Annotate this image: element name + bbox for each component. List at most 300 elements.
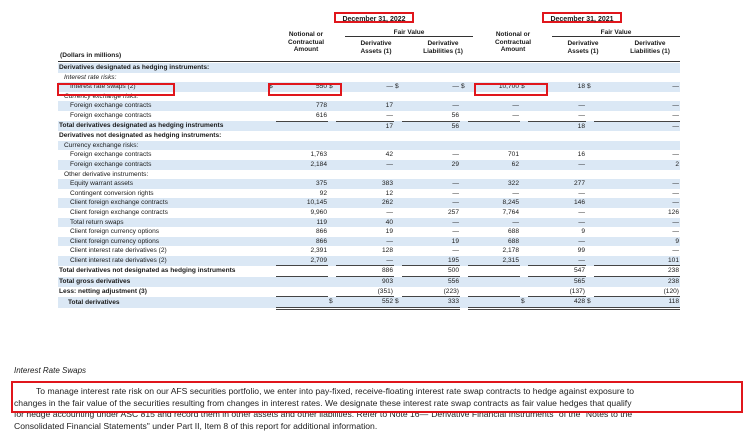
row-label: Equity warrant assets: [58, 179, 268, 189]
cell-assets-2022: 903: [336, 277, 394, 287]
cell-assets-2021: 428: [528, 297, 586, 309]
row-label: Client foreign currency options: [70, 228, 160, 236]
cell-notional-2022: 10,145: [276, 198, 328, 208]
liabilities-header-2022-line: Derivative: [427, 40, 459, 47]
cell-liabilities-2022: 29: [402, 160, 460, 170]
currency-symbol: [394, 256, 402, 266]
currency-symbol: [394, 277, 402, 287]
table-row: [58, 287, 680, 297]
liabilities-header-2022-line: Liabilities (1): [423, 47, 463, 55]
currency-symbol: [328, 208, 336, 218]
cell-liabilities-2021: 2: [594, 160, 680, 170]
cell-assets-2021: —: [578, 111, 585, 119]
row-label: Client interest rate derivatives (2): [70, 247, 167, 255]
currency-symbol: [520, 141, 528, 151]
cell-assets-2021: —: [528, 256, 586, 266]
currency-symbol: [586, 237, 594, 247]
cell-notional-2021: [468, 266, 520, 277]
currency-symbol: [520, 92, 528, 102]
cell-assets-2022: —: [336, 82, 394, 92]
cell-assets-2022: 17: [336, 101, 394, 111]
row-label: Less: netting adjustment (3): [59, 287, 147, 295]
date-header-2022: December 31, 2022: [334, 12, 414, 23]
cell-notional-2022: 2,391: [310, 247, 327, 255]
cell-liabilities-2022: 195: [402, 256, 460, 266]
currency-symbol: [460, 101, 468, 111]
currency-symbol: [586, 150, 594, 160]
currency-symbol: [394, 208, 402, 218]
cell-assets-2021: 565: [528, 277, 586, 287]
currency-symbol: [268, 179, 276, 189]
paragraph-line: for hedge accounting under ASC 815 and record them in other assets and other liabilities. Refer to Note 16—"Derivative Financial Instruments" of the "Notes to the: [14, 409, 633, 419]
currency-symbol: [394, 111, 402, 121]
cell-assets-2021: —: [578, 189, 585, 197]
currency-symbol: $: [394, 297, 402, 309]
currency-symbol: [268, 287, 276, 297]
cell-liabilities-2021: 101: [594, 256, 680, 266]
currency-symbol: [268, 297, 276, 309]
row-label: Client foreign exchange contracts: [58, 198, 268, 208]
currency-symbol: [586, 121, 594, 131]
cell-notional-2022: 119: [276, 218, 328, 228]
currency-symbol: [460, 237, 468, 247]
cell-notional-2021: 10,700: [468, 82, 520, 92]
currency-symbol: [268, 92, 276, 102]
currency-symbol: [328, 170, 336, 180]
currency-symbol: $: [268, 82, 276, 92]
cell-assets-2021: 99: [577, 247, 585, 255]
cell-liabilities-2022: [402, 63, 460, 73]
currency-symbol: [586, 266, 594, 277]
cell-notional-2022: [276, 141, 328, 151]
cell-liabilities-2021: [594, 63, 680, 73]
currency-symbol: [328, 218, 336, 228]
table-row: [58, 150, 680, 160]
cell-notional-2022: [276, 297, 328, 309]
cell-liabilities-2021: [594, 131, 680, 141]
currency-symbol: [268, 121, 276, 131]
row-label: Client foreign exchange contracts: [70, 208, 168, 216]
currency-symbol: [586, 208, 594, 218]
cell-liabilities-2021: —: [672, 151, 679, 159]
row-label: Foreign exchange contracts: [70, 151, 152, 159]
currency-symbol: $: [460, 82, 468, 92]
table-row: [58, 218, 680, 228]
cell-notional-2021: 701: [507, 151, 519, 159]
currency-symbol: [460, 198, 468, 208]
currency-symbol: [268, 111, 276, 121]
cell-liabilities-2021: —: [594, 198, 680, 208]
cell-notional-2022: 616: [315, 111, 327, 119]
cell-notional-2022: 866: [276, 237, 328, 247]
table-row: [58, 63, 680, 73]
currency-symbol: [328, 189, 336, 199]
cell-liabilities-2022: —: [452, 151, 459, 159]
currency-symbol: [460, 111, 468, 121]
currency-symbol: [586, 170, 594, 180]
cell-notional-2022: 375: [276, 179, 328, 189]
table-row: [58, 277, 680, 287]
currency-symbol: [394, 170, 402, 180]
row-label: Foreign exchange contracts: [58, 101, 268, 111]
cell-assets-2021: 277: [528, 179, 586, 189]
cell-notional-2021: [468, 297, 520, 309]
currency-symbol: [328, 73, 336, 83]
currency-symbol: [460, 189, 468, 199]
cell-notional-2022: [276, 92, 328, 102]
currency-symbol: [328, 111, 336, 121]
cell-liabilities-2021: —: [594, 121, 680, 131]
currency-symbol: [328, 150, 336, 160]
cell-assets-2022: 383: [336, 179, 394, 189]
cell-liabilities-2022: —: [402, 101, 460, 111]
currency-symbol: [268, 277, 276, 287]
cell-assets-2021: 18: [528, 82, 586, 92]
currency-symbol: [520, 218, 528, 228]
row-label: Interest rate swaps (2): [58, 82, 268, 92]
cell-assets-2022: 262: [336, 198, 394, 208]
liabilities-header-2021: [618, 40, 682, 55]
paragraph-line: Consolidated Financial Statements" under Part II, Item 8 of this report for additional information.: [14, 420, 378, 431]
currency-symbol: [328, 277, 336, 287]
currency-symbol: [520, 266, 528, 277]
assets-header-2022: [345, 40, 407, 55]
cell-liabilities-2022: 56: [402, 121, 460, 131]
currency-symbol: [460, 256, 468, 266]
currency-symbol: [586, 277, 594, 287]
table-row: [58, 82, 680, 92]
cell-liabilities-2021: 238: [594, 266, 680, 277]
row-label: Total gross derivatives: [58, 277, 268, 287]
notional-header-2022-line: Amount: [293, 46, 319, 53]
cell-assets-2022: [336, 141, 394, 151]
currency-symbol: [268, 246, 276, 256]
cell-assets-2022: 40: [336, 218, 394, 228]
cell-liabilities-2022: 500: [402, 266, 460, 277]
cell-notional-2022: 9,960: [310, 208, 327, 216]
cell-assets-2022: 886: [336, 266, 394, 277]
table-row: [58, 111, 680, 121]
cell-liabilities-2021: [594, 170, 680, 180]
currency-symbol: [328, 121, 336, 131]
cell-assets-2021: (137): [569, 287, 585, 295]
currency-symbol: [268, 266, 276, 277]
currency-symbol: [520, 256, 528, 266]
liabilities-header-2022: [411, 40, 475, 55]
currency-symbol: [460, 131, 468, 141]
notional-header-2021-line: Notional or: [495, 31, 531, 38]
row-label: Foreign exchange contracts: [70, 112, 152, 120]
currency-symbol: [394, 131, 402, 141]
table-row: [58, 266, 680, 277]
assets-header-2022-line: Assets (1): [360, 47, 392, 55]
currency-symbol: [520, 287, 528, 297]
table-row: [58, 237, 680, 247]
cell-assets-2022: —: [336, 237, 394, 247]
cell-notional-2021: 62: [468, 160, 520, 170]
cell-assets-2022: [336, 170, 394, 180]
cell-liabilities-2021: 126: [667, 208, 679, 216]
cell-assets-2021: [528, 63, 586, 73]
currency-symbol: [460, 179, 468, 189]
cell-liabilities-2022: —: [402, 218, 460, 228]
cell-notional-2022: 92: [319, 189, 327, 197]
currency-symbol: $: [586, 82, 594, 92]
cell-notional-2022: [276, 121, 328, 131]
cell-assets-2021: [528, 170, 586, 180]
currency-symbol: [460, 277, 468, 287]
table-row: [58, 208, 680, 218]
cell-assets-2022: [336, 73, 394, 83]
cell-liabilities-2022: —: [402, 198, 460, 208]
cell-assets-2022: 17: [336, 121, 394, 131]
currency-symbol: [328, 92, 336, 102]
cell-assets-2022: —: [336, 256, 394, 266]
currency-symbol: [394, 160, 402, 170]
cell-liabilities-2022: 56: [451, 111, 459, 119]
currency-symbol: [460, 218, 468, 228]
cell-liabilities-2021: —: [594, 101, 680, 111]
cell-notional-2022: [276, 266, 328, 277]
cell-assets-2021: [528, 131, 586, 141]
cell-liabilities-2022: —: [452, 228, 459, 236]
cell-liabilities-2022: 333: [402, 297, 460, 309]
row-label: Total derivatives not designated as hedging instruments: [59, 267, 236, 275]
currency-symbol: [460, 63, 468, 73]
currency-symbol: [520, 189, 528, 199]
cell-liabilities-2021: —: [594, 179, 680, 189]
cell-notional-2022: [276, 277, 328, 287]
row-label: Derivatives designated as hedging instruments:: [58, 63, 268, 73]
assets-header-2021-line: Derivative: [567, 40, 599, 47]
cell-notional-2022: [276, 287, 328, 297]
cell-notional-2021: [468, 121, 520, 131]
dollars-label: (Dollars in millions): [60, 52, 122, 59]
table-row: [58, 160, 680, 170]
cell-notional-2021: [468, 92, 520, 102]
cell-notional-2021: [468, 287, 520, 297]
cell-liabilities-2022: [402, 141, 460, 151]
currency-symbol: [520, 150, 528, 160]
cell-notional-2021: —: [468, 218, 520, 228]
currency-symbol: [520, 73, 528, 83]
table-row: [58, 170, 680, 180]
cell-notional-2021: [468, 63, 520, 73]
currency-symbol: [328, 256, 336, 266]
currency-symbol: [586, 179, 594, 189]
currency-symbol: [268, 189, 276, 199]
cell-notional-2021: 2,315: [468, 256, 520, 266]
cell-assets-2021: [528, 141, 586, 151]
currency-symbol: [460, 227, 468, 237]
currency-symbol: [586, 101, 594, 111]
cell-assets-2021: —: [528, 237, 586, 247]
table-row: [58, 73, 680, 83]
fair-value-header-2021: Fair Value: [552, 29, 680, 37]
assets-header-2021-line: Assets (1): [567, 47, 599, 55]
cell-liabilities-2021: [594, 141, 680, 151]
cell-assets-2022: 552: [336, 297, 394, 309]
row-label: Contingent conversion rights: [70, 189, 154, 197]
currency-symbol: [328, 101, 336, 111]
table-row: [58, 256, 680, 266]
currency-symbol: [460, 92, 468, 102]
currency-symbol: [268, 141, 276, 151]
table-row: [58, 198, 680, 208]
currency-symbol: [268, 237, 276, 247]
table-row: [58, 101, 680, 111]
cell-liabilities-2021: —: [672, 111, 679, 119]
currency-symbol: [520, 63, 528, 73]
currency-symbol: [460, 208, 468, 218]
fair-value-header-2022: Fair Value: [345, 29, 473, 37]
currency-symbol: [328, 287, 336, 297]
cell-liabilities-2021: [594, 92, 680, 102]
currency-symbol: [268, 63, 276, 73]
cell-assets-2022: 19: [385, 228, 393, 236]
currency-symbol: [460, 150, 468, 160]
currency-symbol: [394, 227, 402, 237]
table-row: [58, 141, 680, 151]
interest-rate-swaps-paragraph: [14, 386, 742, 432]
currency-symbol: [586, 198, 594, 208]
assets-header-2021: [552, 40, 614, 55]
date-header-2021: December 31, 2021: [542, 12, 622, 23]
cell-assets-2022: 12: [385, 189, 393, 197]
row-label: Interest rate risks:: [64, 73, 117, 81]
cell-notional-2022: [276, 63, 328, 73]
currency-symbol: [328, 198, 336, 208]
cell-assets-2021: 18: [528, 121, 586, 131]
cell-assets-2022: [336, 131, 394, 141]
currency-symbol: [520, 131, 528, 141]
notional-header-2021: [482, 31, 544, 54]
currency-symbol: [394, 246, 402, 256]
currency-symbol: [586, 131, 594, 141]
currency-symbol: [268, 131, 276, 141]
cell-notional-2022: 866: [315, 228, 327, 236]
currency-symbol: [394, 150, 402, 160]
cell-liabilities-2021: [594, 73, 680, 83]
currency-symbol: [520, 179, 528, 189]
row-label: Other derivative instruments:: [64, 170, 149, 178]
currency-symbol: [586, 256, 594, 266]
currency-symbol: [328, 237, 336, 247]
currency-symbol: [268, 170, 276, 180]
cell-assets-2021: 9: [581, 228, 585, 236]
cell-notional-2022: 2,709: [276, 256, 328, 266]
currency-symbol: [328, 160, 336, 170]
cell-assets-2022: 128: [381, 247, 393, 255]
liabilities-header-2021-line: Derivative: [634, 40, 666, 47]
cell-assets-2022: —: [336, 160, 394, 170]
currency-symbol: [268, 218, 276, 228]
currency-symbol: [520, 111, 528, 121]
cell-notional-2021: —: [512, 111, 519, 119]
currency-symbol: [268, 198, 276, 208]
currency-symbol: [460, 73, 468, 83]
liabilities-header-2021-line: Liabilities (1): [630, 47, 670, 55]
row-label: Foreign exchange contracts: [58, 160, 268, 170]
currency-symbol: [394, 73, 402, 83]
cell-notional-2021: [468, 141, 520, 151]
cell-assets-2022: 42: [385, 151, 393, 159]
currency-symbol: [520, 208, 528, 218]
cell-notional-2022: 550: [276, 82, 328, 92]
currency-symbol: [460, 160, 468, 170]
currency-symbol: $: [520, 82, 528, 92]
currency-symbol: [328, 63, 336, 73]
row-label: Currency exchange risks:: [64, 92, 139, 100]
currency-symbol: [268, 101, 276, 111]
currency-symbol: [460, 246, 468, 256]
currency-symbol: [586, 189, 594, 199]
notional-header-2022-line: Contractual: [287, 38, 325, 46]
cell-notional-2022: 2,184: [276, 160, 328, 170]
currency-symbol: [460, 287, 468, 297]
currency-symbol: [520, 170, 528, 180]
currency-symbol: [460, 266, 468, 277]
cell-assets-2022: —: [386, 111, 393, 119]
table-row: [58, 246, 680, 256]
cell-liabilities-2022: —: [452, 189, 459, 197]
table-row: [58, 189, 680, 199]
currency-symbol: [328, 131, 336, 141]
currency-symbol: [520, 246, 528, 256]
cell-notional-2021: 688: [507, 228, 519, 236]
cell-assets-2021: 146: [528, 198, 586, 208]
cell-notional-2021: 8,245: [468, 198, 520, 208]
cell-assets-2021: 16: [577, 151, 585, 159]
cell-notional-2021: 322: [468, 179, 520, 189]
cell-liabilities-2022: [402, 170, 460, 180]
currency-symbol: [520, 101, 528, 111]
cell-liabilities-2021: (120): [663, 287, 679, 295]
cell-notional-2021: [468, 277, 520, 287]
cell-notional-2021: [468, 131, 520, 141]
currency-symbol: [520, 237, 528, 247]
row-label: Client foreign currency options: [58, 237, 268, 247]
row-label: Derivatives not designated as hedging instruments:: [59, 132, 222, 140]
cell-liabilities-2021: 238: [594, 277, 680, 287]
header-rule: [58, 61, 680, 62]
cell-notional-2021: —: [512, 189, 519, 197]
row-label: Total derivatives designated as hedging instruments: [58, 121, 268, 131]
currency-symbol: [586, 73, 594, 83]
notional-header-2022: [275, 31, 337, 54]
currency-symbol: [268, 208, 276, 218]
currency-symbol: [586, 218, 594, 228]
cell-liabilities-2022: (223): [443, 287, 459, 295]
table-row: [58, 227, 680, 237]
currency-symbol: $: [328, 297, 336, 309]
cell-assets-2021: —: [528, 218, 586, 228]
paragraph-line: To manage interest rate risk on our AFS securities portfolio, we enter into pay-fixed, receive-floating interest rate swap contracts to hedge against exposure to: [36, 386, 635, 396]
cell-liabilities-2022: [402, 92, 460, 102]
currency-symbol: [460, 170, 468, 180]
cell-liabilities-2021: 9: [594, 237, 680, 247]
currency-symbol: [586, 111, 594, 121]
currency-symbol: [586, 246, 594, 256]
currency-symbol: [394, 179, 402, 189]
currency-symbol: $: [328, 82, 336, 92]
currency-symbol: [586, 63, 594, 73]
row-label: Total return swaps: [58, 218, 268, 228]
currency-symbol: $: [520, 297, 528, 309]
currency-symbol: [268, 227, 276, 237]
cell-assets-2021: —: [528, 101, 586, 111]
currency-symbol: [328, 179, 336, 189]
